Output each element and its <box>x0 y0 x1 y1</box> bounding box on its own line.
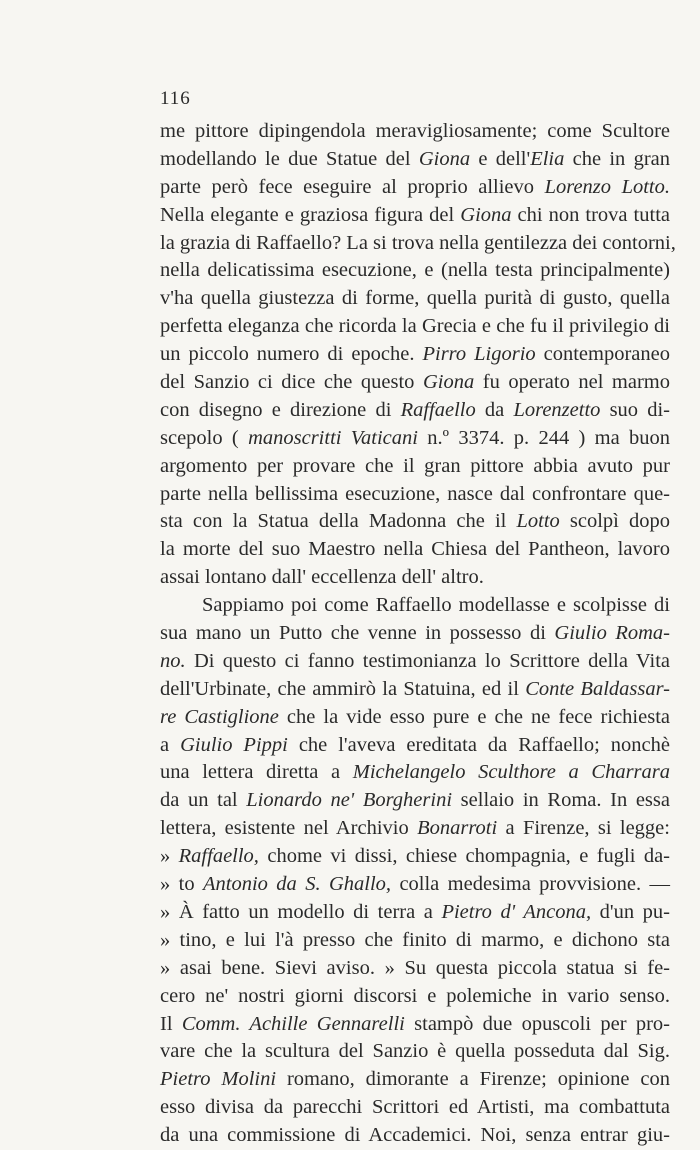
text-line <box>160 1094 670 1122</box>
text-segment: contemporaneo <box>535 343 670 366</box>
text-line <box>160 648 670 676</box>
text-segment: sellaio in Roma. In essa <box>452 789 670 812</box>
text-segment: » asai bene. Sievi aviso. » Su questa piccola statua si fe- <box>160 956 670 979</box>
italic-text: Comm. Achille Gennarelli <box>181 1012 405 1035</box>
text-segment: cero ne' nostri giorni discorsi e polemiche in vario senso. <box>160 984 670 1007</box>
text-segment: la grazia di Raffaello? La si trova nella gentilezza dei contorni, <box>160 231 676 254</box>
text-segment: del Sanzio ci dice che questo <box>160 371 423 394</box>
text-line <box>160 118 670 146</box>
page-number: 116 <box>160 88 191 109</box>
text-segment: argomento per provare che il gran pittore abbia avuto pur <box>160 454 670 477</box>
text-segment: a Firenze, si legge: <box>497 817 670 840</box>
italic-text: Giona <box>418 147 471 170</box>
italic-text: Elia <box>530 147 565 170</box>
italic-text: Michelangelo Sculthore a Charrara <box>352 761 670 784</box>
text-line <box>160 927 670 955</box>
text-line <box>160 787 670 815</box>
text-line <box>160 815 670 843</box>
text-line <box>160 481 670 509</box>
text-line <box>160 285 670 313</box>
text-segment: Di questo ci fanno testimonianza lo Scrittore della Vita <box>185 649 670 672</box>
text-line <box>160 843 670 871</box>
italic-text: Giulio Pippi <box>180 733 288 756</box>
italic-text: Pirro Ligorio <box>422 343 536 366</box>
italic-text: Pietro Molini <box>160 1068 277 1091</box>
text-line <box>160 899 670 927</box>
text-segment: » À fatto un modello di terra a <box>160 900 442 923</box>
text-segment: vare che la scultura del Sanzio è quella posseduta dal Sig. <box>160 1040 670 1063</box>
text-segment: v'ha quella giustezza di forme, quella purità di gusto, quella <box>160 287 670 310</box>
text-line <box>160 732 670 760</box>
text-segment: » tino, e lui l'à presso che finito di marmo, e dichono sta <box>160 928 670 951</box>
text-segment: nella delicatissima esecuzione, e (nella testa principalmente) <box>160 259 670 282</box>
text-segment: con disegno e direzione di <box>160 398 401 421</box>
italic-text: Lotto <box>516 510 560 533</box>
text-segment: modellando le due Statue del <box>160 147 419 170</box>
italic-text: Conte Baldassar- <box>525 677 670 700</box>
italic-text: Lorenzetto <box>513 398 601 421</box>
text-segment: parte però fece eseguire al proprio allievo <box>160 175 545 198</box>
italic-text: Giulio Roma- <box>554 622 670 645</box>
text-segment: » <box>160 845 179 868</box>
italic-text: Raffaello, <box>178 845 259 868</box>
text-line <box>160 1011 670 1039</box>
text-segment: Il <box>160 1012 182 1035</box>
text-segment: d'un pu- <box>591 900 670 923</box>
text-segment: da una commissione di Accademici. Noi, senza entrar giu- <box>160 1124 670 1147</box>
italic-text: Bonarroti <box>417 817 498 840</box>
text-segment: parte nella bellissima esecuzione, nasce dal confrontare que- <box>160 482 670 505</box>
text-line <box>160 955 670 983</box>
text-segment: scolpì dopo <box>559 510 670 533</box>
text-segment: da <box>475 398 514 421</box>
text-line <box>160 676 670 704</box>
text-segment: da un tal <box>160 789 247 812</box>
text-segment: dell'Urbinate, che ammirò la Statuina, ed il <box>160 677 526 700</box>
text-segment: e dell' <box>470 147 531 170</box>
text-line <box>160 146 670 174</box>
text-line <box>160 230 676 258</box>
text-segment: lettera, esistente nel Archivio <box>160 817 418 840</box>
text-segment: Nella elegante e graziosa figura del <box>160 203 461 226</box>
text-line <box>160 341 670 369</box>
text-segment: n.º 3374. p. 244 ) ma buon <box>417 426 670 449</box>
italic-text: Giona <box>422 371 475 394</box>
italic-text: Giona <box>460 203 512 226</box>
text-segment: me pittore dipingendola meravigliosamente; come Scultore <box>160 120 670 142</box>
text-line <box>160 592 670 620</box>
text-line <box>160 536 670 564</box>
text-segment: chi non trova tutta <box>511 203 670 226</box>
text-line <box>160 1038 670 1066</box>
italic-text: Lorenzo Lotto. <box>544 175 670 198</box>
text-line <box>160 257 670 285</box>
text-line <box>160 759 670 787</box>
text-line <box>160 453 670 481</box>
text-line <box>160 1066 670 1094</box>
text-segment: assai lontano dall' eccellenza dell' altro. <box>160 566 484 589</box>
italic-text: no. <box>160 649 186 672</box>
italic-text: re Castiglione <box>160 705 279 728</box>
text-line <box>160 313 670 341</box>
italic-text: Raffaello <box>400 398 476 421</box>
text-segment: chome vi dissi, chiese chompagnia, e fugli da- <box>258 845 670 868</box>
text-line <box>160 620 670 648</box>
text-line <box>160 871 670 899</box>
text-segment: Sappiamo poi come Raffaello modellasse e scolpisse di <box>202 594 670 617</box>
text-segment: colla medesima provvisione. — <box>391 873 670 896</box>
text-segment: una lettera diretta a <box>160 761 353 784</box>
text-segment: romano, dimorante a Firenze; opinione con <box>276 1068 670 1091</box>
text-line <box>160 425 670 453</box>
text-line <box>160 508 670 536</box>
text-line <box>160 174 670 202</box>
text-segment: fu operato nel marmo <box>474 371 670 394</box>
text-line <box>160 983 670 1011</box>
body-text <box>160 118 676 1150</box>
text-line <box>160 369 670 397</box>
italic-text: Antonio da S. Ghallo, <box>203 873 392 896</box>
text-line <box>160 1122 670 1150</box>
text-segment: che la vide esso pure e che ne fece richiesta <box>278 705 670 728</box>
text-segment: che in gran <box>564 147 670 170</box>
text-segment: un piccolo numero di epoche. <box>160 343 423 366</box>
text-line <box>160 704 670 732</box>
text-segment: suo di- <box>600 398 670 421</box>
text-line <box>160 202 670 230</box>
text-segment: scepolo ( <box>160 426 249 449</box>
text-segment: sua mano un Putto che venne in possesso di <box>160 622 555 645</box>
text-segment: perfetta eleganza che ricorda la Grecia e che fu il privilegio di <box>160 315 670 338</box>
text-segment: che l'aveva ereditata da Raffaello; nonchè <box>287 733 670 756</box>
italic-text: Pietro d' Ancona, <box>441 900 592 923</box>
text-segment: » to <box>160 873 203 896</box>
text-segment: sta con la Statua della Madonna che il <box>160 510 517 533</box>
text-line <box>160 397 670 425</box>
text-segment: stampò due opuscoli per pro- <box>404 1012 670 1035</box>
italic-text: Lionardo ne' Borgherini <box>246 789 453 812</box>
text-segment: a <box>160 733 181 756</box>
italic-text: manoscritti Vaticani <box>248 426 418 449</box>
text-line <box>160 564 670 592</box>
text-segment: esso divisa da parecchi Scrittori ed Artisti, ma combattuta <box>160 1096 670 1119</box>
text-segment: la morte del suo Maestro nella Chiesa del Pantheon, lavoro <box>160 538 670 561</box>
